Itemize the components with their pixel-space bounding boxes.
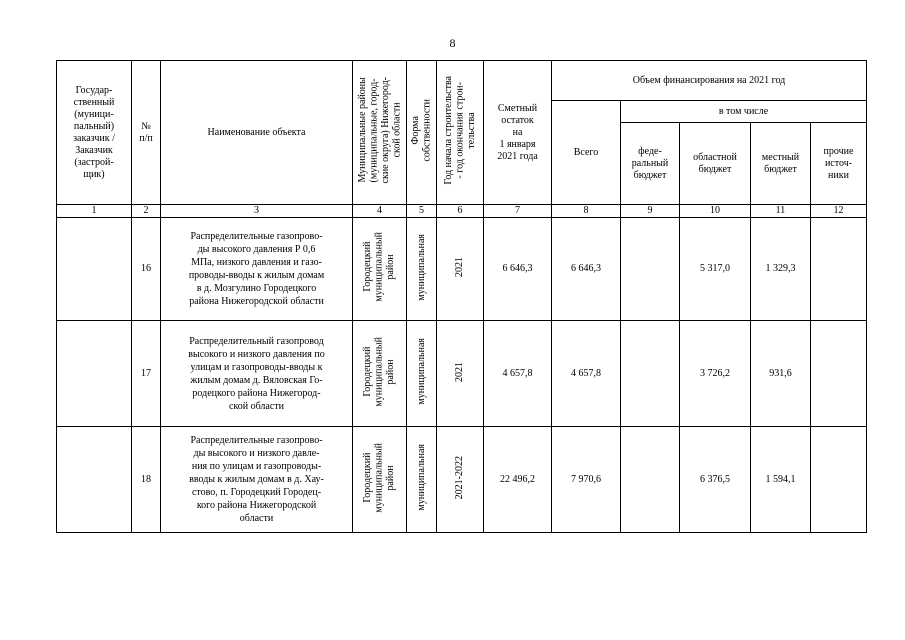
column-number: 4 (353, 205, 407, 218)
cell-years: 2021 (437, 218, 484, 321)
cell-total: 7 970,6 (552, 427, 621, 533)
header-total: Всего (552, 101, 621, 205)
cell-local: 1 329,3 (751, 218, 811, 321)
cell-number: 16 (132, 218, 161, 321)
cell-total: 4 657,8 (552, 321, 621, 427)
cell-other (811, 427, 867, 533)
cell-district: Городецкий муниципальный район (353, 427, 407, 533)
cell-other (811, 218, 867, 321)
cell-local: 931,6 (751, 321, 811, 427)
header-years: Год начала строительства - год окончания строи- тельства (437, 61, 484, 205)
cell-ownership: муниципальная (407, 218, 437, 321)
column-number: 12 (811, 205, 867, 218)
header-regional: областной бюджет (680, 123, 751, 205)
cell-object-name: Распределительные газопрово- ды высокого давления Р 0,6 МПа, низкого давления и газо- проводы-вводы к жилым домам в д. Мозгулино Городецкого района Нижегородской области (161, 218, 353, 321)
cell-remaining: 4 657,8 (484, 321, 552, 427)
table-row (57, 321, 867, 427)
header-federal: феде- ральный бюджет (621, 123, 680, 205)
header-districts: Муниципальные районы (муниципальные, город- ские округа) Нижегород- ской области (353, 61, 407, 205)
cell-regional: 6 376,5 (680, 427, 751, 533)
cell-number: 17 (132, 321, 161, 427)
table-row (57, 218, 867, 321)
cell-local: 1 594,1 (751, 427, 811, 533)
header-financing: Объем финансирования на 2021 год (552, 61, 867, 101)
column-number: 6 (437, 205, 484, 218)
cell-customer (57, 427, 132, 533)
financing-table (56, 60, 867, 533)
cell-customer (57, 218, 132, 321)
cell-regional: 3 726,2 (680, 321, 751, 427)
column-number: 7 (484, 205, 552, 218)
column-number: 3 (161, 205, 353, 218)
column-number: 10 (680, 205, 751, 218)
page-number: 8 (449, 36, 456, 50)
cell-customer (57, 321, 132, 427)
cell-remaining: 6 646,3 (484, 218, 552, 321)
column-number: 11 (751, 205, 811, 218)
cell-object-name: Распределительный газопровод высокого и низкого давления по улицам и газопроводы-вводы к жилым домам д. Вяловская Го- родецкого района Нижегород- ской области (161, 321, 353, 427)
cell-years: 2021-2022 (437, 427, 484, 533)
column-number: 9 (621, 205, 680, 218)
header-other: прочие источ- ники (811, 123, 867, 205)
cell-total: 6 646,3 (552, 218, 621, 321)
header-including: в том числе (621, 101, 867, 123)
header-customer: Государ- ственный (муници- пальный) заказчик / Заказчик (застрой- щик) (57, 61, 132, 205)
cell-regional: 5 317,0 (680, 218, 751, 321)
header-remaining: Сметный остаток на 1 января 2021 года (484, 61, 552, 205)
cell-number: 18 (132, 427, 161, 533)
column-number: 1 (57, 205, 132, 218)
cell-federal (621, 427, 680, 533)
header-ownership: Форма собственности (407, 61, 437, 205)
header-local: местный бюджет (751, 123, 811, 205)
column-number: 5 (407, 205, 437, 218)
table-row (57, 427, 867, 533)
header-object-name: Наименование объекта (161, 61, 353, 205)
cell-ownership: муниципальная (407, 321, 437, 427)
cell-other (811, 321, 867, 427)
cell-object-name: Распределительные газопрово- ды высокого и низкого давле- ния по улицам и газопроводы- вводы к жилым домам в д. Хау- стово, п. Городецкий Городец- кого района Нижегородской области (161, 427, 353, 533)
cell-federal (621, 321, 680, 427)
cell-remaining: 22 496,2 (484, 427, 552, 533)
column-number: 2 (132, 205, 161, 218)
cell-federal (621, 218, 680, 321)
cell-district: Городецкий муниципальный район (353, 218, 407, 321)
cell-ownership: муниципальная (407, 427, 437, 533)
cell-district: Городецкий муниципальный район (353, 321, 407, 427)
column-number: 8 (552, 205, 621, 218)
cell-years: 2021 (437, 321, 484, 427)
header-number: № п/п (132, 61, 161, 205)
